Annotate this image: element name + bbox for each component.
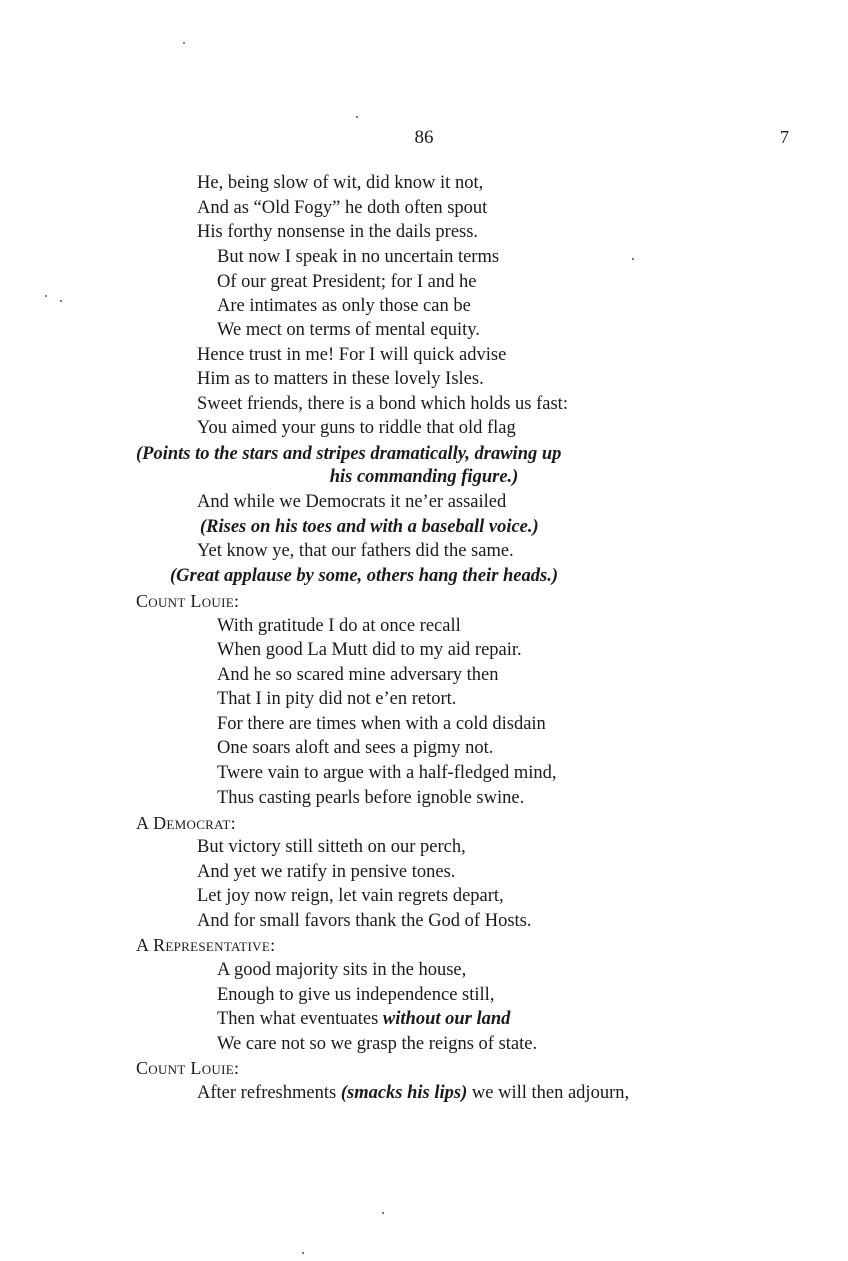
stage-direction: his commanding figure.) — [329, 467, 519, 487]
verse-line: And as “Old Fogy” he doth often spout — [197, 198, 488, 218]
stage-direction: (Rises on his toes and with a baseball voice.) — [200, 517, 539, 537]
scan-speck — [183, 42, 185, 44]
verse-line: When good La Mutt did to my aid repair. — [217, 640, 522, 660]
verse-line — [197, 1081, 629, 1105]
emphasized-phrase: without our land — [382, 1009, 511, 1029]
stage-direction: (Great applause by some, others hang their heads.) — [170, 566, 559, 586]
speaker-label: Count Louie: — [136, 1058, 240, 1078]
verse-line: But now I speak in no uncertain terms — [217, 247, 500, 267]
verse-line: Enough to give us independence still, — [217, 985, 495, 1005]
verse-line: And for small favors thank the God of Hosts. — [197, 911, 532, 931]
verse-line: Let joy now reign, let vain regrets depart, — [197, 886, 504, 906]
verse-line: Sweet friends, there is a bond which holds us fast: — [197, 394, 568, 414]
verse-line: One soars aloft and sees a pigmy not. — [217, 738, 494, 758]
scan-speck — [356, 116, 358, 118]
verse-line: Of our great President; for I and he — [217, 272, 477, 292]
verse-line: Thus casting pearls before ignoble swine. — [217, 788, 525, 808]
scan-speck — [45, 295, 47, 297]
page-number: 86 — [414, 127, 434, 148]
scan-speck — [302, 1252, 304, 1254]
scan-speck — [60, 300, 62, 302]
verse-segment: After refreshments — [197, 1083, 337, 1103]
verse-line: That I in pity did not e’en retort. — [217, 689, 457, 709]
verse-line: But victory still sitteth on our perch, — [197, 837, 466, 857]
scan-speck — [382, 1212, 384, 1214]
verse-line: He, being slow of wit, did know it not, — [197, 173, 484, 193]
verse-line: His forthy nonsense in the dails press. — [197, 222, 479, 242]
scan-speck — [632, 258, 634, 260]
verse-line: Hence trust in me! For I will quick advise — [197, 345, 507, 365]
verse-line: Him as to matters in these lovely Isles. — [197, 369, 484, 389]
verse-line — [217, 1007, 510, 1031]
verse-line: And yet we ratify in pensive tones. — [197, 862, 456, 882]
verse-line: We mect on terms of mental equity. — [217, 320, 480, 340]
verse-segment: we will then adjourn, — [471, 1083, 630, 1103]
speaker-label: A Democrat: — [136, 813, 236, 833]
speaker-label: Count Louie: — [136, 591, 240, 611]
verse-line: We care not so we grasp the reigns of state. — [217, 1034, 538, 1054]
corner-mark: 7 — [780, 127, 789, 147]
verse-line: And while we Democrats it ne’er assailed — [197, 492, 507, 512]
speaker-label: A Representative: — [136, 935, 276, 955]
verse-segment: Then what eventuates — [217, 1009, 379, 1029]
stage-direction: (smacks his lips) — [340, 1083, 468, 1103]
verse-line: A good majority sits in the house, — [217, 960, 467, 980]
verse-line: For there are times when with a cold disdain — [217, 714, 546, 734]
verse-line: With gratitude I do at once recall — [217, 616, 461, 636]
verse-line: You aimed your guns to riddle that old flag — [197, 418, 516, 438]
verse-line: Twere vain to argue with a half-fledged mind, — [217, 763, 557, 783]
stage-direction: (Points to the stars and stripes dramatically, drawing up — [136, 444, 562, 464]
verse-line: And he so scared mine adversary then — [217, 665, 499, 685]
verse-line: Yet know ye, that our fathers did the same. — [197, 541, 514, 561]
verse-line: Are intimates as only those can be — [217, 296, 471, 316]
